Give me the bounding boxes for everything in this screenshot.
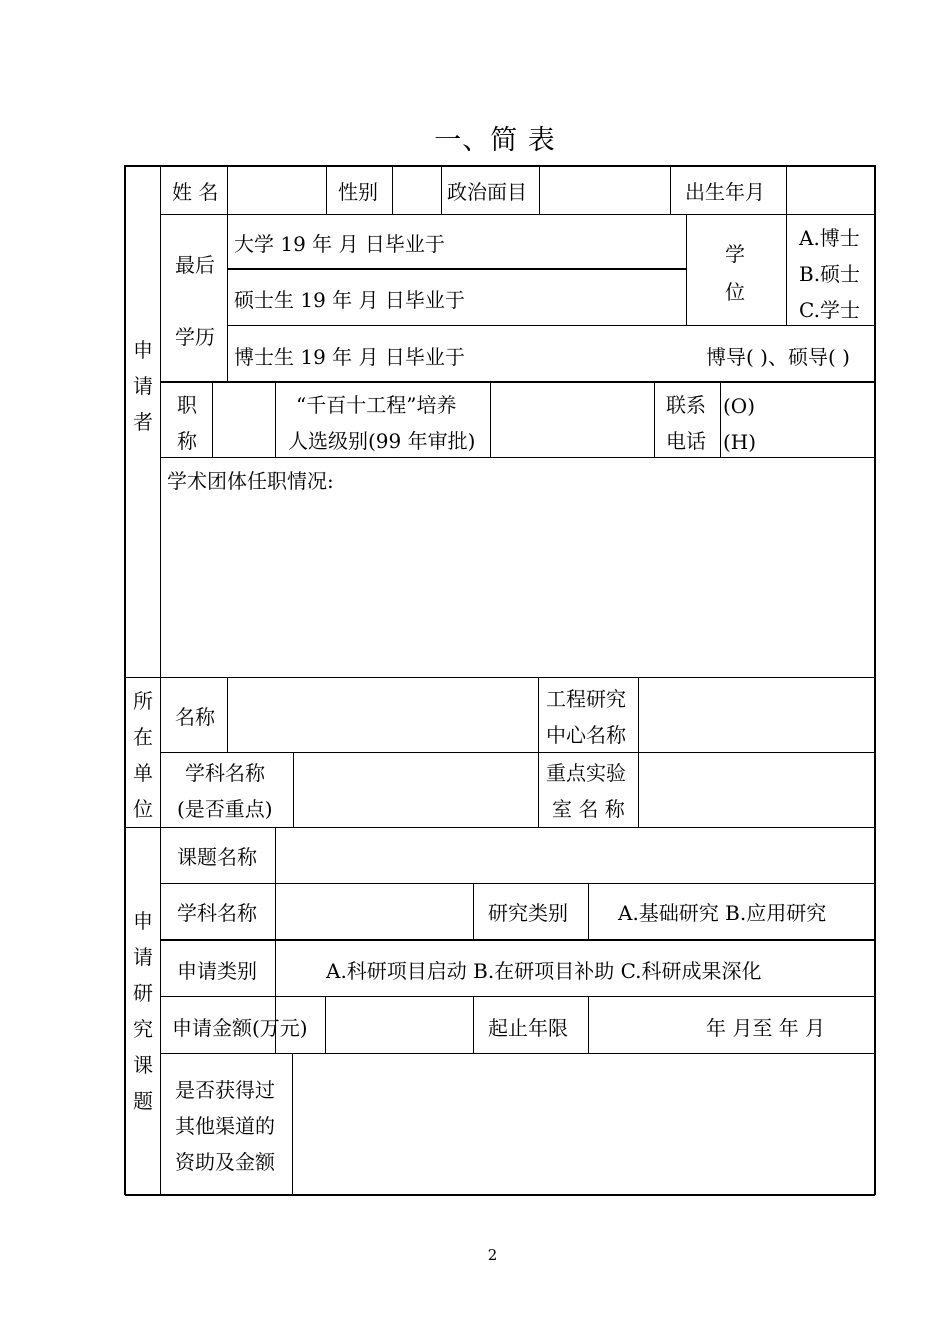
row-line: [161, 883, 875, 884]
section-label-applicant: 申请者: [133, 338, 153, 434]
topic-discipline-field[interactable]: [277, 886, 471, 938]
phone-home-field[interactable]: (H): [723, 430, 757, 454]
center-name-field[interactable]: [640, 680, 872, 751]
cell-line: [539, 165, 540, 215]
period-label: 起止年限: [488, 1016, 568, 1040]
cell-line: [227, 678, 228, 753]
apply-type-options[interactable]: A.科研项目启动 B.在研项目补助 C.科研成果深化: [326, 959, 762, 983]
funding-field[interactable]: [294, 1056, 872, 1192]
cell-line: [227, 165, 228, 215]
page-title: 一、简 表: [434, 125, 556, 156]
period-value[interactable]: 年 月至 年 月: [706, 1016, 826, 1040]
contact-label-1: 联系: [666, 393, 706, 417]
section-label-topic: 申请研究课题: [133, 909, 153, 1113]
cell-line: [670, 165, 671, 215]
research-type-label: 研究类别: [488, 901, 568, 925]
phone-office-field[interactable]: (O): [723, 394, 756, 418]
amount-label: 申请金额(万元): [172, 1016, 308, 1040]
cell-line: [392, 165, 393, 215]
degree-label-1: 学: [725, 242, 745, 266]
cell-line: [325, 997, 326, 1054]
cell-line: [293, 753, 294, 828]
degree-label-2: 位: [725, 280, 745, 304]
cell-line: [473, 997, 474, 1054]
row-line: [228, 325, 875, 326]
cell-line: [326, 165, 327, 215]
amount-field[interactable]: [327, 999, 471, 1052]
unit-discipline-label-1: 学科名称: [185, 761, 265, 785]
cell-line: [292, 1054, 293, 1194]
birth-field[interactable]: [788, 167, 872, 213]
row-line: [161, 939, 875, 941]
row-line: [161, 381, 875, 383]
gender-field[interactable]: [394, 167, 440, 213]
unit-discipline-field[interactable]: [295, 755, 536, 826]
funding-label-1: 是否获得过: [175, 1078, 275, 1102]
row-line: [161, 752, 875, 753]
name-field[interactable]: [229, 167, 325, 213]
edu-label-1: 最后: [175, 253, 215, 277]
project-label-2: 人选级别(99 年审批): [288, 429, 476, 453]
cell-line: [275, 382, 276, 458]
master-line[interactable]: 硕士生 19 年 月 日毕业于: [234, 288, 465, 312]
lab-label-1: 重点实验: [546, 761, 626, 785]
cell-line: [720, 382, 721, 458]
phd-line[interactable]: 博士生 19 年 月 日毕业于: [234, 345, 465, 369]
cell-line: [538, 678, 539, 828]
political-field[interactable]: [541, 167, 669, 213]
project-level-field[interactable]: [492, 384, 652, 456]
project-label-1: “千百十工程”培养: [296, 393, 457, 417]
page-number: 2: [487, 1246, 498, 1264]
title-label-2: 称: [177, 429, 197, 453]
academic-label: 学术团体任职情况:: [167, 469, 334, 493]
center-label-1: 工程研究: [546, 687, 626, 711]
political-label: 政治面目: [447, 180, 527, 204]
cell-line: [473, 884, 474, 940]
topic-name-label: 课题名称: [177, 845, 257, 869]
cell-line: [786, 214, 787, 326]
row-line: [161, 996, 875, 997]
section-label-unit: 所在单位: [133, 689, 153, 821]
university-line[interactable]: 大学 19 年 月 日毕业于: [234, 232, 445, 256]
cell-line: [490, 382, 491, 458]
cell-line: [227, 214, 228, 382]
cell-line: [638, 678, 639, 828]
funding-label-2: 其他渠道的: [175, 1114, 275, 1138]
unit-name-label: 名称: [175, 705, 215, 729]
table-border-right: [874, 165, 876, 1195]
unit-name-field[interactable]: [229, 680, 536, 751]
apply-type-label: 申请类别: [177, 959, 257, 983]
center-label-2: 中心名称: [546, 723, 626, 747]
unit-discipline-label-2: (是否重点): [177, 797, 273, 821]
cell-line: [441, 165, 442, 215]
name-label: 姓 名: [172, 180, 219, 204]
row-line: [228, 268, 686, 270]
title-field[interactable]: [214, 384, 274, 456]
cell-line: [588, 997, 589, 1054]
edu-label-2: 学历: [175, 325, 215, 349]
cell-line: [654, 382, 655, 458]
cell-line: [588, 884, 589, 940]
topic-discipline-label: 学科名称: [177, 901, 257, 925]
contact-label-2: 电话: [666, 429, 706, 453]
title-label-1: 职: [177, 393, 197, 417]
funding-label-3: 资助及金额: [175, 1150, 275, 1174]
lab-name-field[interactable]: [640, 755, 872, 826]
row-line: [161, 214, 875, 215]
section-divider-2: [125, 827, 875, 828]
row-line: [161, 457, 875, 458]
degree-option-b[interactable]: B.硕士: [799, 262, 861, 286]
topic-name-field[interactable]: [277, 830, 872, 882]
degree-option-c[interactable]: C.学士: [799, 298, 860, 322]
academic-field[interactable]: [163, 500, 872, 675]
research-type-options[interactable]: A.基础研究 B.应用研究: [618, 901, 827, 925]
cell-line: [786, 165, 787, 215]
section-divider-1: [125, 677, 875, 678]
cell-line: [686, 214, 687, 326]
birth-label: 出生年月: [685, 180, 765, 204]
degree-option-a[interactable]: A.博士: [799, 226, 860, 250]
cell-line: [212, 382, 213, 458]
row-line: [161, 1053, 875, 1054]
supervisor-line[interactable]: 博导( )、硕导( ): [706, 345, 850, 369]
table-border-bottom: [125, 1194, 875, 1196]
gender-label: 性别: [338, 180, 378, 204]
lab-label-2: 室 名 称: [552, 797, 625, 821]
